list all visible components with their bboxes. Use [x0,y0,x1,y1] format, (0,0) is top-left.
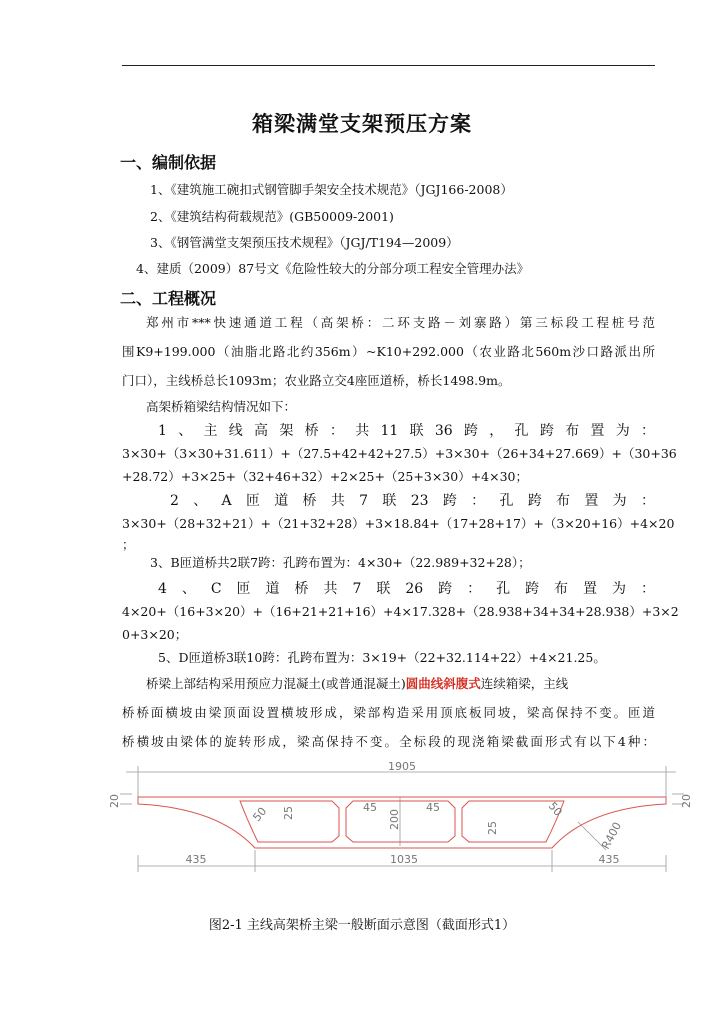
basis-item-2: 2、《建筑结构荷载规范》(GB50009-2001) [150,209,394,224]
dim-total-width: 1905 [388,760,416,773]
para2-line1-a: 桥梁上部结构采用预应力混凝土(或普通混凝土) [146,676,406,691]
bridge1-heading: 1、主线高架桥：共11联36跨，孔跨布置为： [158,423,655,439]
basis-item-3: 3、《钢管满堂支架预压技术规程》（JGJ/T194—2009） [150,235,459,250]
dim-left-overhang: 435 [185,853,207,866]
dim-bottom-slab: 25 [486,821,499,835]
header-rule [122,65,655,66]
dim-edge-right: 20 [680,794,693,808]
bridge2-line2: 3×30+（28+32+21）+（21+32+28）+3×18.84+（17+28+17）+（3×20+16）+4×20 [122,516,675,531]
structure-intro: 高架桥箱梁结构情况如下： [146,399,297,414]
basis-item-4: 4、建质（2009）87号文《危险性较大的分部分项工程安全管理办法》 [136,261,530,276]
bridge4-line2: 4×20+（16+3×20）+（16+21+21+16）+4×17.328+（28.938+34+34+28.938）+3×2 [122,604,679,619]
figure-caption: 图2-1 主线高架桥主梁一般断面示意图（截面形式1） [208,918,516,933]
para2-line1 [146,674,568,692]
bridge4-heading: 4、C匝道桥共7联26跨：孔跨布置为： [158,581,655,597]
dim-top-slab: 25 [282,806,295,820]
section-heading-overview: 二、工程概况 [120,289,217,308]
section-heading-basis: 一、编制依据 [120,153,217,172]
dim-chamfer-right: 50 [545,799,565,819]
basis-item-1: 1、《建筑施工碗扣式钢管脚手架安全技术规范》（JGJ166-2008） [150,182,513,197]
dim-edge-left: 20 [108,794,121,808]
bridge5-line: 5、D匝道桥3联10跨：孔跨布置为：3×19+（22+32.114+22）+4×21.25。 [158,650,606,665]
overview-para1-line2: 围K9+199.000（油脂北路北约356m）~K10+292.000（农业路北560m沙口路派出所 [122,344,655,359]
bridge1-line3: +28.72）+3×25+（32+46+32）+2×25+（25+3×30）+4×30； [122,469,529,484]
bridge3-line: 3、B匝道桥共2联7跨：孔跨布置为：4×30+（22.989+32+28）； [150,555,531,570]
para2-line2: 桥桥面横坡由梁顶面设置横坡形成，梁部构造采用顶底板同坡，梁高保持不变。匝道 [122,705,655,720]
dim-web-left: 45 [363,801,377,814]
dim-chamfer-left: 50 [250,804,270,824]
bridge2-line3: ； [122,537,135,552]
para2-line3: 桥横坡由梁体的旋转形成，梁高保持不变。全标段的现浇箱梁截面形式有以下4种： [122,734,655,749]
bridge4-line3: 0+3×20； [122,627,188,642]
overview-para1-line1: 郑州市***快速通道工程（高架桥：二环支路－刘寨路）第三标段工程桩号范 [146,315,655,330]
highlight-term: 圆曲线斜腹式 [405,676,481,691]
dim-right-overhang: 435 [598,853,620,866]
dim-web-right: 45 [426,801,440,814]
para2-line1-b: 连续箱梁，主线 [480,676,569,691]
dim-height: 200 [388,809,401,830]
overview-para1-line3: 门口），主线桥总长1093m；农业路立交4座匝道桥，桥长1498.9m。 [122,373,511,388]
bridge2-heading: 2、A匝道桥共7联23跨：孔跨布置为： [170,493,655,509]
page-title: 箱梁满堂支架预压方案 [252,112,472,136]
dim-radius: R400 [599,820,625,852]
bridge1-line2: 3×30+（3×30+31.611）+（27.5+42+42+27.5）+3×30+（26+34+27.669）+（30+36 [122,446,677,461]
dim-bottom-width: 1035 [390,853,418,866]
box-girder-section-drawing [108,760,698,880]
